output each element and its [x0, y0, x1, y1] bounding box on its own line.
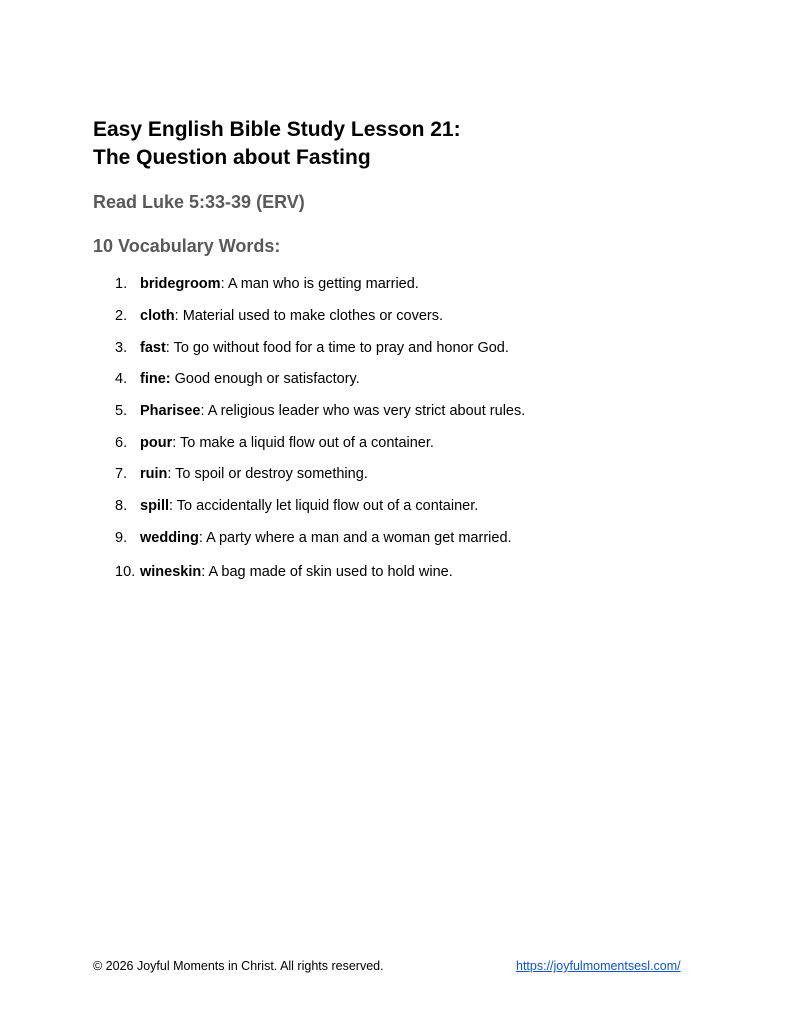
item-number: 8. — [115, 498, 128, 514]
vocab-term: pour — [140, 435, 173, 451]
item-number: 2. — [115, 308, 128, 324]
item-text — [140, 497, 478, 515]
vocab-definition: : Material used to make clothes or covers. — [174, 308, 444, 324]
page-title-line-1: Easy English Bible Study Lesson 21: — [93, 118, 461, 141]
vocab-definition: : To go without food for a time to pray and honor God. — [165, 340, 509, 356]
item-number: 4. — [115, 371, 128, 387]
page-title — [93, 116, 461, 172]
footer-website-link[interactable]: https://joyfulmomentsesl.com/ — [516, 959, 681, 973]
item-text — [140, 402, 525, 420]
vocab-term: wineskin — [140, 564, 202, 580]
item-number: 9. — [115, 530, 128, 546]
vocab-term: ruin — [140, 466, 168, 482]
vocab-term: wedding — [140, 530, 199, 546]
item-text — [140, 529, 512, 547]
footer-copyright: © 2026 Joyful Moments in Christ. All rights reserved. — [93, 959, 384, 973]
vocab-term: fast — [140, 340, 166, 356]
vocab-term: bridegroom — [140, 276, 221, 292]
vocab-definition: : To spoil or destroy something. — [167, 466, 368, 482]
item-text — [140, 465, 368, 483]
vocab-term: fine: — [140, 371, 171, 387]
page-title-line-2: The Question about Fasting — [93, 146, 371, 169]
vocab-definition: : To make a liquid flow out of a container. — [172, 435, 434, 451]
item-text — [140, 275, 419, 293]
vocab-definition: : A bag made of skin used to hold wine. — [201, 564, 453, 580]
item-text — [140, 563, 453, 581]
item-number: 6. — [115, 435, 128, 451]
vocab-definition: : A party where a man and a woman get married. — [198, 530, 512, 546]
item-text — [140, 307, 443, 325]
vocab-term: cloth — [140, 308, 175, 324]
item-number: 5. — [115, 403, 128, 419]
item-number: 1. — [115, 276, 128, 292]
item-text — [140, 370, 360, 388]
item-number: 7. — [115, 466, 128, 482]
vocab-definition: : A man who is getting married. — [220, 276, 419, 292]
vocab-term: Pharisee — [140, 403, 201, 419]
vocab-definition: : To accidentally let liquid flow out of a container. — [169, 498, 479, 514]
vocabulary-heading: 10 Vocabulary Words: — [93, 236, 281, 256]
item-number: 3. — [115, 340, 128, 356]
item-number: 10. — [115, 564, 136, 580]
vocab-definition: : A religious leader who was very strict about rules. — [200, 403, 526, 419]
vocab-term: spill — [140, 498, 170, 514]
vocab-definition: Good enough or satisfactory. — [170, 371, 360, 387]
item-text — [140, 434, 434, 452]
scripture-reading-heading: Read Luke 5:33-39 (ERV) — [93, 192, 305, 212]
item-text — [140, 339, 509, 357]
